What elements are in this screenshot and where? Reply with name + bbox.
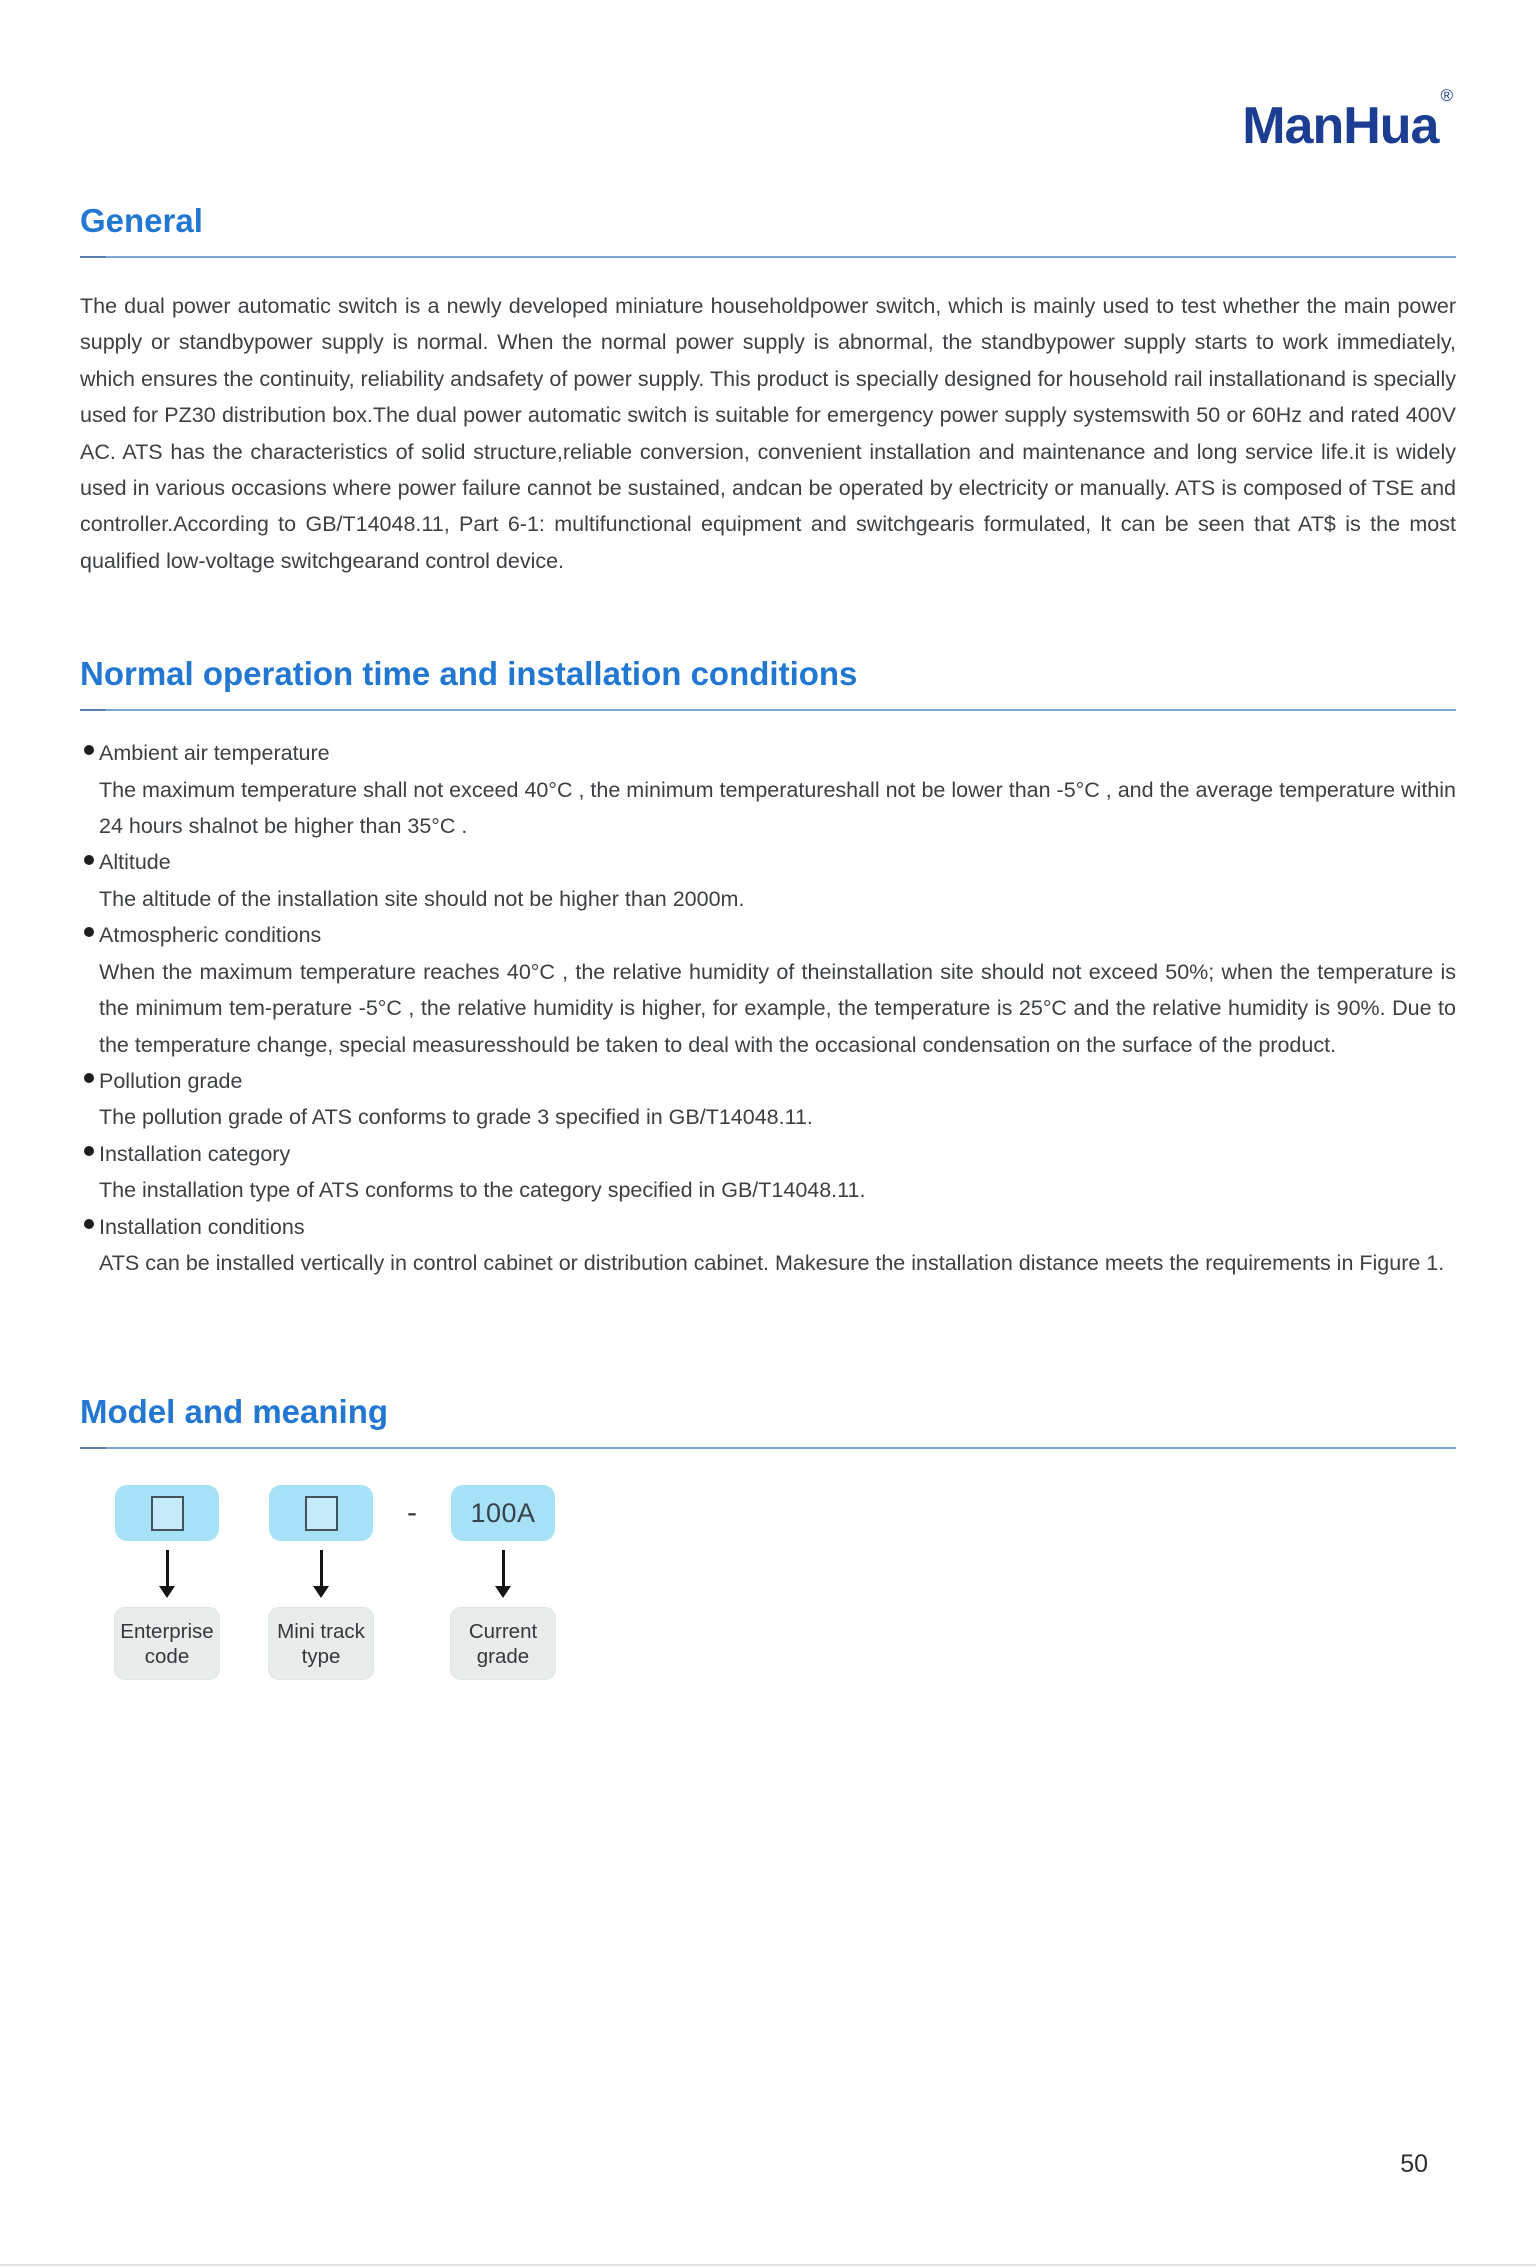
section-divider	[80, 709, 1456, 711]
diagram-label: Enterprise code	[114, 1607, 220, 1680]
condition-item-title: Ambient air temperature	[99, 741, 330, 766]
placeholder-square-icon	[151, 1496, 184, 1531]
condition-item-title: Altitude	[99, 850, 171, 875]
placeholder-square-icon	[305, 1496, 338, 1531]
section-divider	[80, 256, 1456, 258]
bullet-icon	[84, 1219, 94, 1229]
current-grade-value: 100A	[470, 1497, 536, 1528]
down-arrow-icon	[495, 1550, 511, 1598]
catalog-page	[0, 85, 1536, 1680]
conditions-list	[80, 735, 1456, 1281]
diagram-column-current	[448, 1485, 558, 1680]
bullet-icon	[84, 855, 94, 865]
condition-item-desc: The maximum temperature shall not exceed 40°C , the minimum temperatureshall not be lower than -5°C , and the average temperature within 24 hours shalnot be higher than 35°C .	[99, 777, 1456, 839]
diagram-column-enterprise	[112, 1485, 222, 1680]
general-title: General	[80, 202, 203, 239]
page-bottom-edge	[0, 2264, 1536, 2266]
list-item	[80, 1063, 1456, 1136]
model-separator: -	[407, 1496, 417, 1530]
bullet-icon	[84, 927, 94, 937]
page-number: 50	[1400, 2150, 1428, 2178]
logo-text: ManHua	[1242, 97, 1439, 155]
model-diagram	[80, 1485, 1456, 1680]
registered-trademark-icon: ®	[1440, 85, 1452, 105]
condition-item-desc: ATS can be installed vertically in control cabinet or distribution cabinet. Makesure the installation distance meets the requirements in Figure 1.	[99, 1250, 1445, 1275]
logo-row	[80, 85, 1456, 158]
section-general	[80, 202, 1456, 579]
bullet-icon	[84, 1146, 94, 1156]
general-paragraph: The dual power automatic switch is a newly developed miniature householdpower switch, which is mainly used to test whether the main power supply or standbypower supply is normal. When the normal power supply is abnormal, the standbypower supply starts to work immediately, which ensures the continuity, reliability andsafety of power supply. This product is specially designed for household rail installationand is specially used for PZ30 distribution box.The dual power automatic switch is suitable for emergency power supply systemswith 50 or 60Hz and rated 400V AC. ATS has the characteristics of solid structure,reliable conversion, convenient installation and maintenance and long service life.it is widely used in various occasions where power failure cannot be sustained, andcan be operated by electricity or manually. ATS is composed of TSE and controller.According to GB/T14048.11, Part 6-1: multifunctional equipment and switchgearis formulated, lt can be seen that AT$ is the most qualified low-voltage switchgearand control device.	[80, 294, 1456, 573]
condition-item-title: Installation conditions	[99, 1214, 305, 1239]
condition-item-title: Pollution grade	[99, 1068, 243, 1093]
section-model	[80, 1393, 1456, 1680]
bullet-icon	[84, 745, 94, 755]
condition-item-desc: The altitude of the installation site should not be higher than 2000m.	[99, 886, 745, 911]
condition-item-title: Atmospheric conditions	[99, 923, 322, 948]
section-conditions	[80, 655, 1456, 1281]
list-item	[80, 844, 1456, 917]
diagram-label: Current grade	[450, 1607, 556, 1680]
model-title: Model and meaning	[80, 1393, 389, 1431]
model-segment-box	[451, 1485, 555, 1541]
conditions-title: Normal operation time and installation conditions	[80, 655, 858, 693]
model-segment-box	[269, 1485, 373, 1541]
list-item	[80, 1136, 1456, 1209]
condition-item-desc: The pollution grade of ATS conforms to grade 3 specified in GB/T14048.11.	[99, 1105, 813, 1130]
bullet-icon	[84, 1073, 94, 1083]
condition-item-title: Installation category	[99, 1141, 291, 1166]
condition-item-desc: When the maximum temperature reaches 40°C , the relative humidity of theinstallation site should not exceed 50%; when the temperature is the minimum tem-perature -5°C , the relative humidity is higher, for example, the temperature is 25°C and the relative humidity is 90%. Due to the temperature change, special measuresshould be taken to deal with the occasional condensation on the surface of the product.	[99, 959, 1456, 1057]
condition-item-desc: The installation type of ATS conforms to the category specified in GB/T14048.11.	[99, 1178, 866, 1203]
down-arrow-icon	[159, 1550, 175, 1598]
list-item	[80, 735, 1456, 844]
diagram-label: Mini track type	[268, 1607, 374, 1680]
model-segment-box	[115, 1485, 219, 1541]
diagram-column-track	[266, 1485, 376, 1680]
manhua-logo	[1242, 85, 1452, 156]
down-arrow-icon	[313, 1550, 329, 1598]
section-divider	[80, 1447, 1456, 1449]
list-item	[80, 917, 1456, 1063]
list-item	[80, 1209, 1456, 1282]
